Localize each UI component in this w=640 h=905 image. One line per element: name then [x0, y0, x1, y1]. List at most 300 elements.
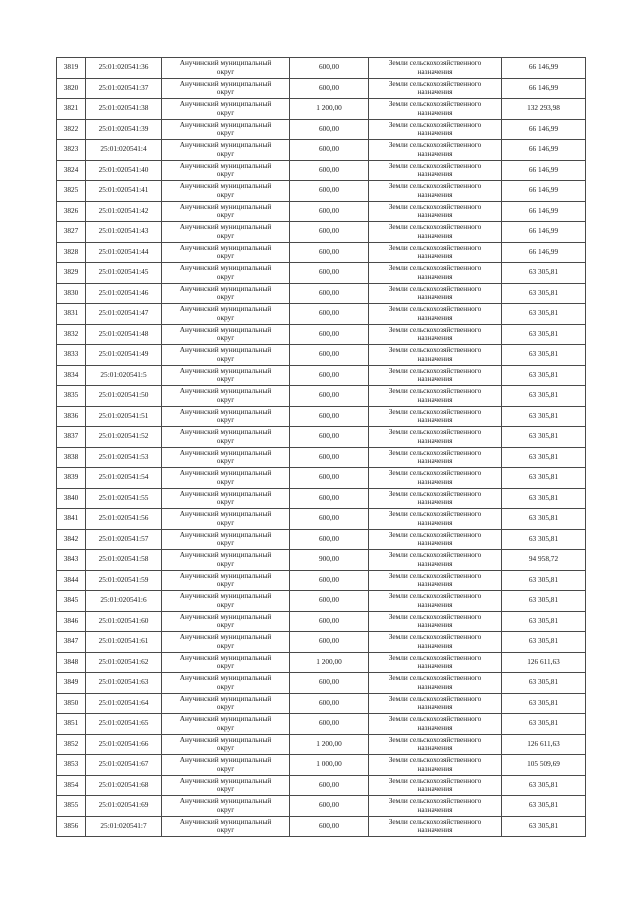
land-category-cell: [369, 386, 502, 407]
municipality-cell-line: округ: [216, 517, 235, 527]
row-number-cell: 3841: [57, 509, 86, 530]
land-category-cell-line: назначения: [417, 292, 453, 302]
table-row: [57, 304, 586, 325]
municipality-cell-line: Анучинский муниципальный: [179, 734, 272, 744]
municipality-cell: [162, 755, 290, 776]
cadastral-value-cell: 66 146,99: [502, 181, 586, 202]
land-category-cell: [369, 447, 502, 468]
land-category-cell-line: Земли сельскохозяйственного: [388, 283, 482, 293]
cadastral-value-cell: 63 305,81: [502, 570, 586, 591]
municipality-cell: [162, 488, 290, 509]
land-category-cell: [369, 632, 502, 653]
cadastral-value-cell: 63 305,81: [502, 509, 586, 530]
row-number-cell: 3832: [57, 324, 86, 345]
municipality-cell-line: округ: [216, 743, 235, 753]
municipality-cell: [162, 816, 290, 837]
row-number-cell: 3825: [57, 181, 86, 202]
row-number-cell: 3843: [57, 550, 86, 571]
table-row: [57, 447, 586, 468]
municipality-cell: [162, 673, 290, 694]
municipality-cell: [162, 591, 290, 612]
land-category-cell-line: назначения: [417, 620, 453, 630]
cadastral-number-cell: 25:01:020541:68: [86, 775, 162, 796]
table-row: [57, 99, 586, 120]
municipality-cell: [162, 611, 290, 632]
land-category-cell-line: Земли сельскохозяйственного: [388, 468, 482, 478]
cadastral-value-cell: 63 305,81: [502, 324, 586, 345]
municipality-cell-line: округ: [216, 251, 235, 261]
land-category-cell: [369, 816, 502, 837]
municipality-cell: [162, 529, 290, 550]
municipality-cell-line: округ: [216, 476, 235, 486]
land-category-cell: [369, 242, 502, 263]
cadastral-number-cell: 25:01:020541:62: [86, 652, 162, 673]
cadastral-number-cell: 25:01:020541:41: [86, 181, 162, 202]
area-cell: 600,00: [290, 529, 369, 550]
table-row: [57, 140, 586, 161]
cadastral-value-cell: 63 305,81: [502, 632, 586, 653]
municipality-cell-line: округ: [216, 210, 235, 220]
row-number-cell: 3848: [57, 652, 86, 673]
municipality-cell-line: округ: [216, 599, 235, 609]
land-category-cell-line: Земли сельскохозяйственного: [388, 632, 482, 642]
municipality-cell-line: округ: [216, 394, 235, 404]
municipality-cell-line: Анучинский муниципальный: [179, 99, 272, 109]
area-cell: 600,00: [290, 283, 369, 304]
municipality-cell-line: Анучинский муниципальный: [179, 283, 272, 293]
cadastral-value-cell: 63 305,81: [502, 386, 586, 407]
area-cell: 600,00: [290, 447, 369, 468]
area-cell: 600,00: [290, 509, 369, 530]
land-category-cell-line: назначения: [417, 107, 453, 117]
municipality-cell-line: Анучинский муниципальный: [179, 714, 272, 724]
table-row: [57, 263, 586, 284]
cadastral-value-cell: 63 305,81: [502, 304, 586, 325]
cadastral-number-cell: 25:01:020541:55: [86, 488, 162, 509]
municipality-cell-line: Анучинский муниципальный: [179, 570, 272, 580]
land-category-cell-line: Земли сельскохозяйственного: [388, 591, 482, 601]
cadastral-number-cell: 25:01:020541:59: [86, 570, 162, 591]
table-row: [57, 78, 586, 99]
table-row: [57, 427, 586, 448]
land-category-cell: [369, 591, 502, 612]
cadastral-number-cell: 25:01:020541:67: [86, 755, 162, 776]
municipality-cell: [162, 201, 290, 222]
land-registry-table: [56, 57, 586, 837]
land-category-cell-line: Земли сельскохозяйственного: [388, 160, 482, 170]
row-number-cell: 3833: [57, 345, 86, 366]
area-cell: 600,00: [290, 181, 369, 202]
land-category-cell-line: назначения: [417, 722, 453, 732]
area-cell: 600,00: [290, 775, 369, 796]
municipality-cell-line: Анучинский муниципальный: [179, 160, 272, 170]
municipality-cell-line: округ: [216, 456, 235, 466]
land-category-cell-line: Земли сельскохозяйственного: [388, 550, 482, 560]
municipality-cell-line: округ: [216, 148, 235, 158]
cadastral-number-cell: 25:01:020541:51: [86, 406, 162, 427]
municipality-cell-line: Анучинский муниципальный: [179, 386, 272, 396]
area-cell: 600,00: [290, 160, 369, 181]
cadastral-number-cell: 25:01:020541:37: [86, 78, 162, 99]
municipality-cell: [162, 58, 290, 79]
land-category-cell-line: назначения: [417, 804, 453, 814]
area-cell: 600,00: [290, 345, 369, 366]
area-cell: 600,00: [290, 714, 369, 735]
land-category-cell-line: Земли сельскохозяйственного: [388, 652, 482, 662]
municipality-cell: [162, 693, 290, 714]
land-category-cell-line: Земли сельскохозяйственного: [388, 427, 482, 437]
cadastral-value-cell: 63 305,81: [502, 529, 586, 550]
area-cell: 600,00: [290, 119, 369, 140]
cadastral-value-cell: 63 305,81: [502, 673, 586, 694]
municipality-cell-line: Анучинский муниципальный: [179, 488, 272, 498]
table-row: [57, 591, 586, 612]
municipality-cell: [162, 447, 290, 468]
cadastral-value-cell: 63 305,81: [502, 283, 586, 304]
row-number-cell: 3823: [57, 140, 86, 161]
land-category-cell: [369, 611, 502, 632]
area-cell: 600,00: [290, 201, 369, 222]
area-cell: 600,00: [290, 816, 369, 837]
municipality-cell-line: Анучинский муниципальный: [179, 652, 272, 662]
land-category-cell: [369, 693, 502, 714]
table-row: [57, 406, 586, 427]
municipality-cell-line: округ: [216, 230, 235, 240]
municipality-cell-line: Анучинский муниципальный: [179, 693, 272, 703]
municipality-cell-line: Анучинский муниципальный: [179, 611, 272, 621]
land-category-cell-line: Земли сельскохозяйственного: [388, 570, 482, 580]
municipality-cell-line: Анучинский муниципальный: [179, 345, 272, 355]
land-category-cell: [369, 775, 502, 796]
municipality-cell-line: округ: [216, 271, 235, 281]
table-row: [57, 673, 586, 694]
land-category-cell-line: назначения: [417, 497, 453, 507]
land-category-cell: [369, 365, 502, 386]
cadastral-number-cell: 25:01:020541:39: [86, 119, 162, 140]
cadastral-number-cell: 25:01:020541:60: [86, 611, 162, 632]
municipality-cell-line: округ: [216, 292, 235, 302]
row-number-cell: 3854: [57, 775, 86, 796]
row-number-cell: 3829: [57, 263, 86, 284]
area-cell: 600,00: [290, 611, 369, 632]
land-category-cell-line: Земли сельскохозяйственного: [388, 714, 482, 724]
table-row: [57, 570, 586, 591]
municipality-cell-line: округ: [216, 681, 235, 691]
land-category-cell-line: назначения: [417, 681, 453, 691]
area-cell: 600,00: [290, 222, 369, 243]
land-category-cell: [369, 58, 502, 79]
land-category-cell-line: назначения: [417, 640, 453, 650]
municipality-cell-line: Анучинский муниципальный: [179, 816, 272, 826]
municipality-cell-line: Анучинский муниципальный: [179, 242, 272, 252]
cadastral-value-cell: 63 305,81: [502, 693, 586, 714]
area-cell: 1 200,00: [290, 734, 369, 755]
area-cell: 600,00: [290, 263, 369, 284]
land-category-cell-line: назначения: [417, 702, 453, 712]
municipality-cell-line: округ: [216, 722, 235, 732]
row-number-cell: 3828: [57, 242, 86, 263]
cadastral-number-cell: 25:01:020541:61: [86, 632, 162, 653]
row-number-cell: 3847: [57, 632, 86, 653]
municipality-cell: [162, 714, 290, 735]
row-number-cell: 3853: [57, 755, 86, 776]
municipality-cell-line: округ: [216, 620, 235, 630]
land-category-cell-line: назначения: [417, 128, 453, 138]
cadastral-number-cell: 25:01:020541:42: [86, 201, 162, 222]
cadastral-value-cell: 63 305,81: [502, 427, 586, 448]
cadastral-number-cell: 25:01:020541:38: [86, 99, 162, 120]
cadastral-number-cell: 25:01:020541:7: [86, 816, 162, 837]
area-cell: 600,00: [290, 406, 369, 427]
municipality-cell: [162, 324, 290, 345]
table-row: [57, 181, 586, 202]
cadastral-value-cell: 66 146,99: [502, 242, 586, 263]
land-category-cell-line: назначения: [417, 169, 453, 179]
municipality-cell-line: Анучинский муниципальный: [179, 365, 272, 375]
row-number-cell: 3842: [57, 529, 86, 550]
land-category-cell-line: Земли сельскохозяйственного: [388, 734, 482, 744]
land-category-cell: [369, 796, 502, 817]
area-cell: 600,00: [290, 488, 369, 509]
land-category-cell: [369, 406, 502, 427]
row-number-cell: 3827: [57, 222, 86, 243]
cadastral-number-cell: 25:01:020541:5: [86, 365, 162, 386]
land-category-cell-line: Земли сельскохозяйственного: [388, 222, 482, 232]
municipality-cell-line: Анучинский муниципальный: [179, 222, 272, 232]
land-category-cell: [369, 673, 502, 694]
municipality-cell-line: Анучинский муниципальный: [179, 58, 272, 68]
land-category-cell: [369, 468, 502, 489]
municipality-cell-line: округ: [216, 87, 235, 97]
row-number-cell: 3851: [57, 714, 86, 735]
land-category-cell-line: назначения: [417, 558, 453, 568]
municipality-cell: [162, 304, 290, 325]
land-category-cell-line: Земли сельскохозяйственного: [388, 447, 482, 457]
municipality-cell-line: округ: [216, 415, 235, 425]
municipality-cell-line: округ: [216, 763, 235, 773]
cadastral-value-cell: 94 958,72: [502, 550, 586, 571]
land-category-cell: [369, 652, 502, 673]
land-category-cell: [369, 140, 502, 161]
table-row: [57, 734, 586, 755]
table-row: [57, 119, 586, 140]
municipality-cell-line: округ: [216, 128, 235, 138]
municipality-cell: [162, 283, 290, 304]
table-row: [57, 345, 586, 366]
land-category-cell-line: Земли сельскохозяйственного: [388, 304, 482, 314]
land-category-cell-line: Земли сельскохозяйственного: [388, 201, 482, 211]
table-row: [57, 509, 586, 530]
area-cell: 600,00: [290, 304, 369, 325]
land-category-cell-line: назначения: [417, 353, 453, 363]
cadastral-value-cell: 66 146,99: [502, 78, 586, 99]
land-category-cell-line: Земли сельскохозяйственного: [388, 775, 482, 785]
municipality-cell-line: Анучинский муниципальный: [179, 755, 272, 765]
cadastral-number-cell: 25:01:020541:64: [86, 693, 162, 714]
municipality-cell: [162, 365, 290, 386]
table-row: [57, 550, 586, 571]
cadastral-value-cell: 63 305,81: [502, 468, 586, 489]
municipality-cell-line: Анучинский муниципальный: [179, 447, 272, 457]
land-category-cell-line: назначения: [417, 517, 453, 527]
table-row: [57, 652, 586, 673]
cadastral-value-cell: 66 146,99: [502, 201, 586, 222]
land-category-cell: [369, 283, 502, 304]
municipality-cell-line: Анучинский муниципальный: [179, 263, 272, 273]
land-category-cell-line: назначения: [417, 271, 453, 281]
land-category-cell-line: Земли сельскохозяйственного: [388, 181, 482, 191]
municipality-cell-line: округ: [216, 825, 235, 835]
table-row: [57, 222, 586, 243]
cadastral-number-cell: 25:01:020541:36: [86, 58, 162, 79]
municipality-cell: [162, 99, 290, 120]
land-category-cell-line: назначения: [417, 333, 453, 343]
cadastral-number-cell: 25:01:020541:48: [86, 324, 162, 345]
area-cell: 600,00: [290, 427, 369, 448]
municipality-cell-line: округ: [216, 353, 235, 363]
municipality-cell-line: округ: [216, 189, 235, 199]
municipality-cell: [162, 242, 290, 263]
area-cell: 600,00: [290, 78, 369, 99]
municipality-cell-line: округ: [216, 784, 235, 794]
row-number-cell: 3820: [57, 78, 86, 99]
municipality-cell-line: Анучинский муниципальный: [179, 775, 272, 785]
land-category-cell: [369, 529, 502, 550]
table-row: [57, 611, 586, 632]
land-category-cell: [369, 99, 502, 120]
municipality-cell-line: округ: [216, 640, 235, 650]
land-category-cell-line: Земли сельскохозяйственного: [388, 99, 482, 109]
land-category-cell-line: назначения: [417, 661, 453, 671]
municipality-cell-line: округ: [216, 579, 235, 589]
municipality-cell: [162, 468, 290, 489]
municipality-cell-line: Анучинский муниципальный: [179, 181, 272, 191]
area-cell: 600,00: [290, 468, 369, 489]
land-category-cell-line: Земли сельскохозяйственного: [388, 509, 482, 519]
row-number-cell: 3849: [57, 673, 86, 694]
area-cell: 600,00: [290, 386, 369, 407]
land-category-cell-line: Земли сельскохозяйственного: [388, 78, 482, 88]
municipality-cell-line: округ: [216, 333, 235, 343]
area-cell: 600,00: [290, 632, 369, 653]
land-category-cell: [369, 714, 502, 735]
land-category-cell-line: назначения: [417, 251, 453, 261]
cadastral-value-cell: 63 305,81: [502, 796, 586, 817]
land-category-cell-line: Земли сельскохозяйственного: [388, 345, 482, 355]
row-number-cell: 3837: [57, 427, 86, 448]
area-cell: 600,00: [290, 324, 369, 345]
cadastral-value-cell: 63 305,81: [502, 591, 586, 612]
land-category-cell-line: назначения: [417, 148, 453, 158]
table-row: [57, 816, 586, 837]
cadastral-value-cell: 126 611,63: [502, 652, 586, 673]
land-category-cell-line: назначения: [417, 784, 453, 794]
municipality-cell-line: округ: [216, 107, 235, 117]
municipality-cell-line: округ: [216, 374, 235, 384]
table-row: [57, 796, 586, 817]
land-category-cell-line: Земли сельскохозяйственного: [388, 140, 482, 150]
cadastral-value-cell: 63 305,81: [502, 775, 586, 796]
row-number-cell: 3830: [57, 283, 86, 304]
land-category-cell-line: Земли сельскохозяйственного: [388, 386, 482, 396]
cadastral-number-cell: 25:01:020541:69: [86, 796, 162, 817]
table-row: [57, 242, 586, 263]
cadastral-number-cell: 25:01:020541:66: [86, 734, 162, 755]
municipality-cell-line: Анучинский муниципальный: [179, 468, 272, 478]
land-category-cell-line: Земли сельскохозяйственного: [388, 693, 482, 703]
land-category-cell-line: Земли сельскохозяйственного: [388, 796, 482, 806]
land-category-cell-line: Земли сельскохозяйственного: [388, 529, 482, 539]
land-category-cell-line: назначения: [417, 312, 453, 322]
municipality-cell: [162, 119, 290, 140]
municipality-cell: [162, 509, 290, 530]
land-category-cell-line: назначения: [417, 394, 453, 404]
land-category-cell: [369, 160, 502, 181]
cadastral-number-cell: 25:01:020541:45: [86, 263, 162, 284]
land-category-cell-line: назначения: [417, 456, 453, 466]
area-cell: 600,00: [290, 365, 369, 386]
municipality-cell: [162, 550, 290, 571]
area-cell: 600,00: [290, 693, 369, 714]
municipality-cell-line: Анучинский муниципальный: [179, 201, 272, 211]
cadastral-number-cell: 25:01:020541:53: [86, 447, 162, 468]
cadastral-value-cell: 63 305,81: [502, 488, 586, 509]
cadastral-number-cell: 25:01:020541:50: [86, 386, 162, 407]
table-row: [57, 160, 586, 181]
cadastral-value-cell: 63 305,81: [502, 714, 586, 735]
land-category-cell: [369, 570, 502, 591]
land-category-cell: [369, 734, 502, 755]
row-number-cell: 3856: [57, 816, 86, 837]
row-number-cell: 3852: [57, 734, 86, 755]
municipality-cell-line: Анучинский муниципальный: [179, 406, 272, 416]
land-category-cell-line: Земли сельскохозяйственного: [388, 119, 482, 129]
land-category-cell-line: назначения: [417, 374, 453, 384]
area-cell: 600,00: [290, 242, 369, 263]
municipality-cell-line: округ: [216, 661, 235, 671]
area-cell: 600,00: [290, 591, 369, 612]
municipality-cell: [162, 345, 290, 366]
land-category-cell: [369, 304, 502, 325]
cadastral-number-cell: 25:01:020541:43: [86, 222, 162, 243]
cadastral-number-cell: 25:01:020541:65: [86, 714, 162, 735]
cadastral-value-cell: 63 305,81: [502, 345, 586, 366]
land-category-cell-line: Земли сельскохозяйственного: [388, 263, 482, 273]
cadastral-number-cell: 25:01:020541:40: [86, 160, 162, 181]
cadastral-value-cell: 63 305,81: [502, 406, 586, 427]
row-number-cell: 3855: [57, 796, 86, 817]
area-cell: 600,00: [290, 140, 369, 161]
municipality-cell-line: округ: [216, 538, 235, 548]
table-row: [57, 488, 586, 509]
cadastral-value-cell: 66 146,99: [502, 222, 586, 243]
land-category-cell-line: назначения: [417, 476, 453, 486]
municipality-cell: [162, 427, 290, 448]
land-category-cell: [369, 263, 502, 284]
cadastral-value-cell: 66 146,99: [502, 140, 586, 161]
municipality-cell: [162, 78, 290, 99]
cadastral-value-cell: 66 146,99: [502, 119, 586, 140]
cadastral-number-cell: 25:01:020541:63: [86, 673, 162, 694]
land-category-cell-line: назначения: [417, 743, 453, 753]
municipality-cell: [162, 796, 290, 817]
row-number-cell: 3822: [57, 119, 86, 140]
land-category-cell-line: назначения: [417, 87, 453, 97]
municipality-cell: [162, 181, 290, 202]
row-number-cell: 3826: [57, 201, 86, 222]
land-category-cell-line: Земли сельскохозяйственного: [388, 58, 482, 68]
cadastral-number-cell: 25:01:020541:54: [86, 468, 162, 489]
